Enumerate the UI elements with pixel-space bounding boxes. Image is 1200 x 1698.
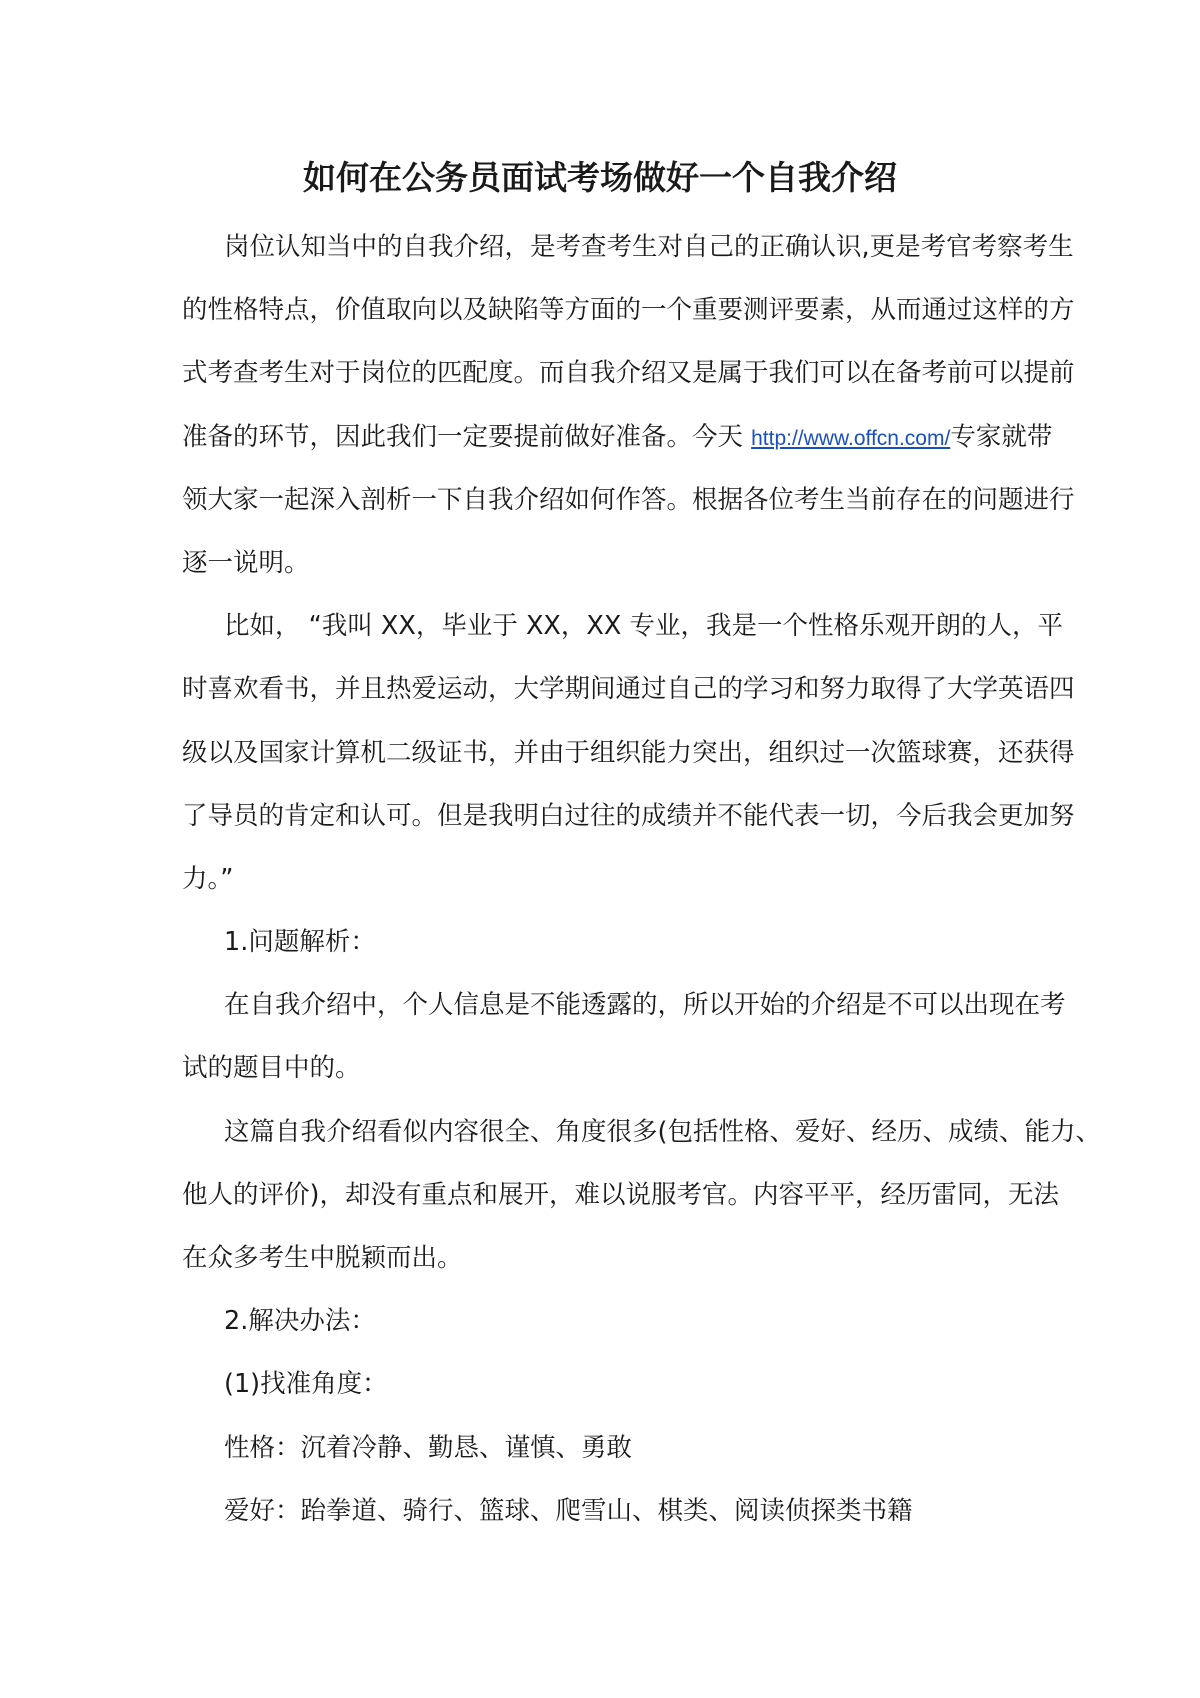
paragraph-2-line-1: 比如， “我叫 XX，毕业于 XX，XX 专业，我是一个性格乐观开朗的人，平 [224, 611, 1063, 642]
paragraph-1-line-3: 式考查考生对于岗位的匹配度。而自我介绍又是属于我们可以在备考前可以提前 [182, 358, 1075, 389]
section-heading-solution: 2.解决办法： [224, 1306, 376, 1337]
list-item-personality: 性格：沉着冷静、勤恳、谨慎、勇敢 [224, 1432, 633, 1463]
paragraph-4-line-2: 他人的评价)，却没有重点和展开，难以说服考官。内容平平，经历雷同，无法 [182, 1179, 1059, 1210]
paragraph-1-line-2: 的性格特点，价值取向以及缺陷等方面的一个重要测评要素，从而通过这样的方 [182, 295, 1075, 326]
paragraph-2-line-4: 了导员的肯定和认可。但是我明白过往的成绩并不能代表一切，今后我会更加努 [182, 800, 1075, 831]
paragraph-4-line-1: 这篇自我介绍看似内容很全、角度很多(包括性格、爱好、经历、成绩、能力、 [224, 1116, 1101, 1147]
section-heading-problem-analysis: 1.问题解析： [224, 927, 376, 958]
subsection-heading-find-angle: (1)找准角度： [224, 1369, 388, 1400]
paragraph-2-line-5: 力。” [182, 863, 234, 894]
list-item-hobbies: 爱好：跆拳道、骑行、篮球、爬雪山、棋类、阅读侦探类书籍 [224, 1495, 913, 1526]
page-title: 如何在公务员面试考场做好一个自我介绍 [303, 158, 897, 197]
paragraph-1-text-after-link: 专家就带 [950, 421, 1053, 452]
paragraph-3-line-1: 在自我介绍中，个人信息是不能透露的，所以开始的介绍是不可以出现在考 [224, 990, 1066, 1021]
document-body [182, 216, 1101, 1543]
paragraph-1-line-5: 领大家一起深入剖析一下自我介绍如何作答。根据各位考生当前存在的问题进行 [182, 484, 1075, 515]
paragraph-1-line-1: 岗位认知当中的自我介绍，是考查考生对自己的正确认识,更是考官考察考生 [224, 232, 1074, 262]
paragraph-2-line-3: 级以及国家计算机二级证书，并由于组织能力突出，组织过一次篮球赛，还获得 [182, 737, 1075, 768]
paragraph-3-line-2: 试的题目中的。 [182, 1053, 361, 1084]
paragraph-4-line-3: 在众多考生中脱颖而出。 [182, 1243, 463, 1273]
offcn-link[interactable]: http://www.offcn.com/ [751, 426, 951, 450]
paragraph-1-text-before-link: 准备的环节，因此我们一定要提前做好准备。今天 [182, 421, 752, 452]
paragraph-2-line-2: 时喜欢看书，并且热爱运动，大学期间通过自己的学习和努力取得了大学英语四 [182, 674, 1075, 705]
paragraph-1-line-4 [182, 406, 1053, 469]
paragraph-1-line-6: 逐一说明。 [182, 547, 310, 578]
